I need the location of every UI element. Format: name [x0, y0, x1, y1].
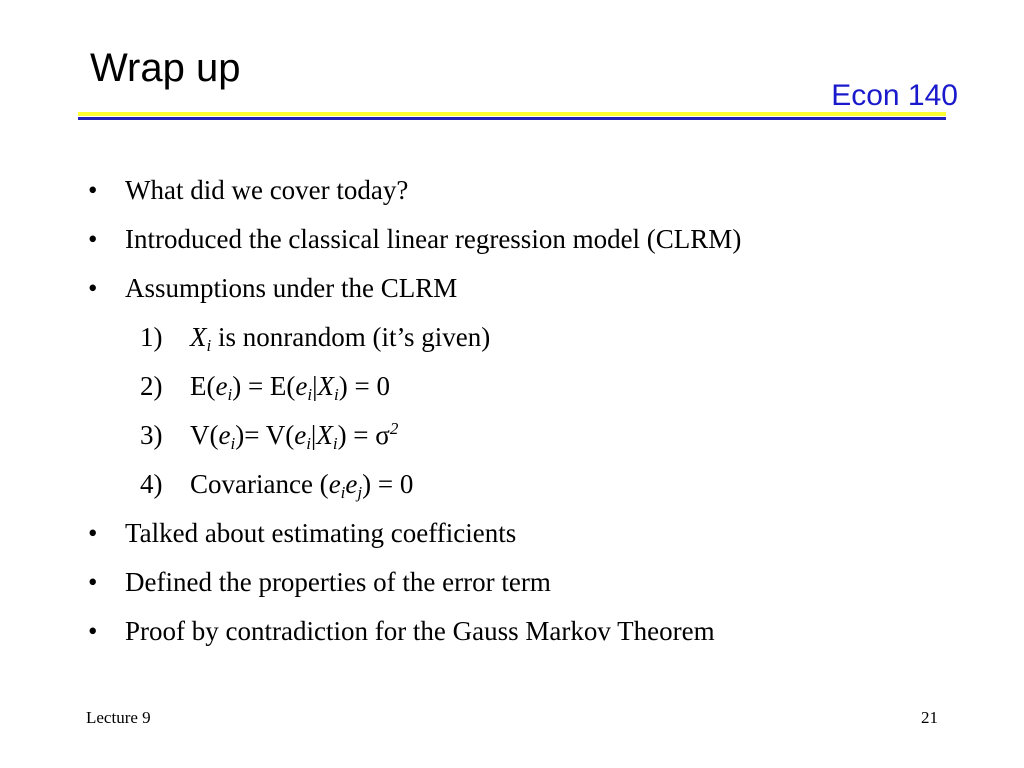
- assumption-text: |: [310, 420, 317, 450]
- bullet-text: Talked about estimating coefficients: [125, 518, 517, 548]
- assumption-item: [140, 468, 413, 500]
- footer-lecture: Lecture 9: [86, 708, 151, 727]
- assumption-subscript: i: [332, 434, 338, 453]
- assumption-subscript: i: [230, 434, 236, 453]
- bullet-text: Introduced the classical linear regression model (CLRM): [125, 224, 742, 254]
- assumption-subscript: j: [357, 483, 363, 502]
- assumption-subscript: i: [340, 483, 346, 502]
- assumption-subscript: i: [306, 434, 311, 453]
- course-label: Econ 140: [831, 79, 958, 112]
- bullet-item: [88, 615, 715, 647]
- assumption-subscript: i: [307, 385, 313, 404]
- footer-page-number: 21: [921, 708, 938, 727]
- bullet-marker: •: [88, 175, 98, 205]
- bullet-marker: •: [88, 273, 98, 303]
- assumption-text: Covariance (: [190, 469, 329, 499]
- assumption-var: e: [218, 420, 231, 450]
- assumption-var: e: [215, 371, 228, 401]
- assumption-item: [140, 419, 398, 451]
- slide-title: Wrap up: [90, 46, 241, 90]
- assumption-var: X: [317, 371, 335, 401]
- bullet-item: [88, 566, 551, 598]
- bullet-item: [88, 223, 741, 255]
- bullet-item: [88, 517, 516, 549]
- assumption-text: is nonrandom (it’s given): [211, 322, 491, 352]
- bullet-item: [88, 174, 408, 206]
- bullet-marker: •: [88, 224, 98, 254]
- assumption-text: ) = E(: [232, 371, 296, 401]
- bullet-item: [88, 272, 457, 304]
- assumption-number: 3): [140, 420, 163, 450]
- assumption-subscript: i: [334, 385, 339, 404]
- bullet-text: Assumptions under the CLRM: [125, 273, 458, 303]
- bullet-marker: •: [88, 518, 98, 548]
- assumption-text: E(: [190, 371, 216, 401]
- bullet-text: What did we cover today?: [125, 175, 409, 205]
- assumption-text: )= V(: [235, 420, 295, 450]
- assumption-text: ) = 0: [338, 371, 390, 401]
- assumption-var: e: [294, 420, 307, 450]
- bullet-marker: •: [88, 616, 98, 646]
- assumption-text: ) = σ: [337, 420, 390, 450]
- assumption-text: ) = 0: [362, 469, 414, 499]
- assumption-number: 1): [140, 322, 163, 352]
- assumption-number: 4): [140, 469, 163, 499]
- assumption-text: V(: [190, 420, 219, 450]
- bullet-text: Defined the properties of the error term: [125, 567, 551, 597]
- assumption-var: X: [316, 420, 333, 450]
- assumption-subscript: i: [206, 336, 212, 355]
- assumption-superscript: 2: [389, 419, 399, 438]
- assumption-item: [140, 370, 390, 402]
- assumption-number: 2): [140, 371, 163, 401]
- assumption-text: |: [312, 371, 318, 401]
- bullet-text: Proof by contradiction for the Gauss Markov Theorem: [125, 616, 715, 646]
- assumption-var: e: [328, 469, 341, 499]
- assumption-var: e: [295, 371, 308, 401]
- assumption-var: e: [345, 469, 358, 499]
- assumption-item: [140, 321, 490, 353]
- assumption-subscript: i: [227, 385, 233, 404]
- bullet-marker: •: [88, 567, 98, 597]
- assumption-var: X: [190, 322, 207, 352]
